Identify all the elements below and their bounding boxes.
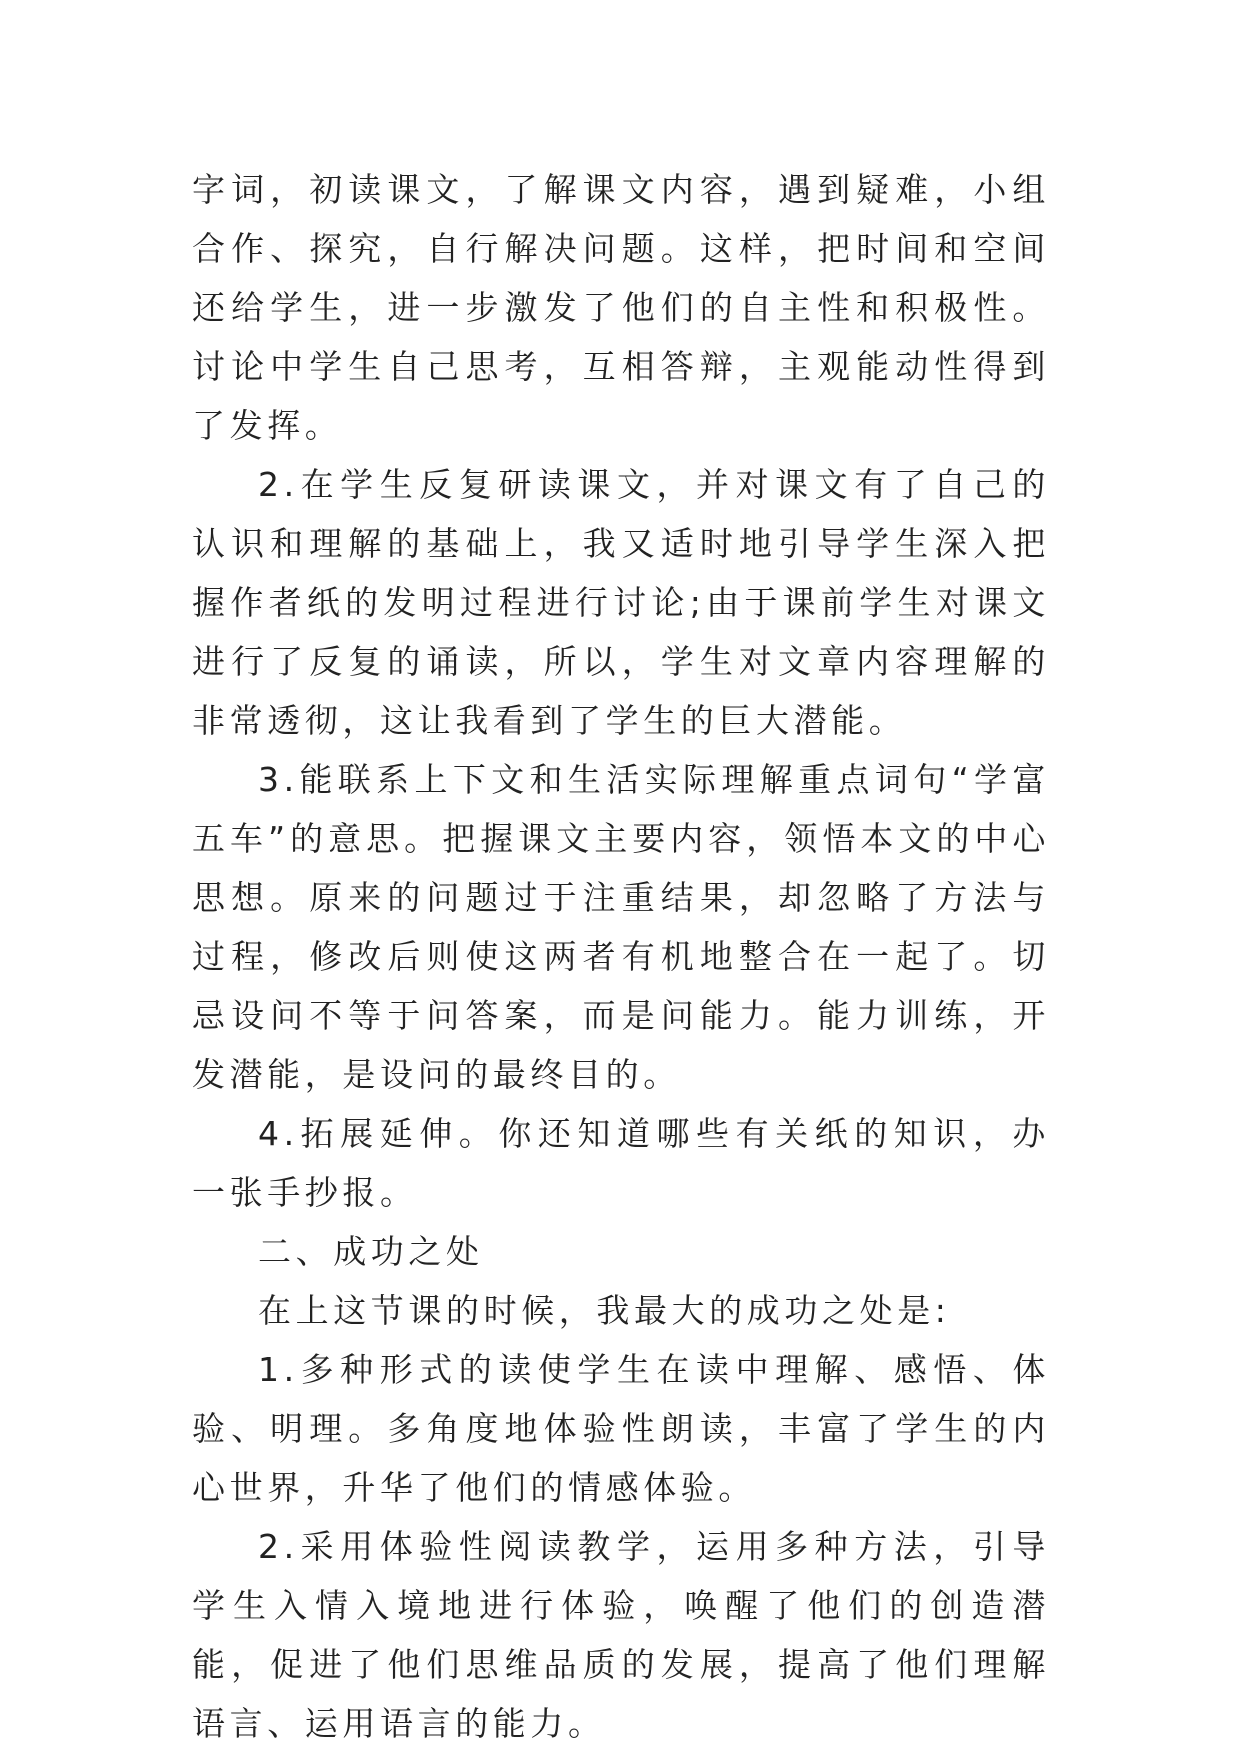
paragraph-continuation: 字词，初读课文，了解课文内容，遇到疑难，小组合作、探究，自行解决问题。这样，把时间和空间还给学生，进一步激发了他们的自主性和积极性。讨论中学生自己思考，互相答辩，主观能动性得到了发挥。 xyxy=(192,170,1050,445)
paragraph-item-3: 3.能联系上下文和生活实际理解重点词句“学富五车”的意思。把握课文主要内容，领悟本文的中心思想。原来的问题过于注重结果，却忽略了方法与过程，修改后则使这两者有机地整合在一起了。切忌设问不等于问答案，而是问能力。能力训练，开发潜能，是设问的最终目的。 xyxy=(192,760,1050,1094)
paragraph-item-4: 4.拓展延伸。你还知道哪些有关纸的知识，办一张手抄报。 xyxy=(192,1114,1050,1212)
document-body xyxy=(192,160,1050,1753)
section-heading-success: 二、成功之处 xyxy=(258,1232,484,1271)
paragraph-item-2: 2.在学生反复研读课文，并对课文有了自己的认识和理解的基础上，我又适时地引导学生深入把握作者纸的发明过程进行讨论;由于课前学生对课文进行了反复的诵读，所以，学生对文章内容理解的非常透彻，这让我看到了学生的巨大潜能。 xyxy=(192,465,1050,740)
paragraph-intro: 在上这节课的时候，我最大的成功之处是: xyxy=(258,1291,951,1330)
paragraph-success-1: 1.多种形式的读使学生在读中理解、感悟、体验、明理。多角度地体验性朗读，丰富了学生的内心世界，升华了他们的情感体验。 xyxy=(192,1350,1050,1507)
paragraph-success-2: 2.采用体验性阅读教学，运用多种方法，引导学生入情入境地进行体验，唤醒了他们的创造潜能，促进了他们思维品质的发展，提高了他们理解语言、运用语言的能力。 xyxy=(192,1527,1050,1743)
